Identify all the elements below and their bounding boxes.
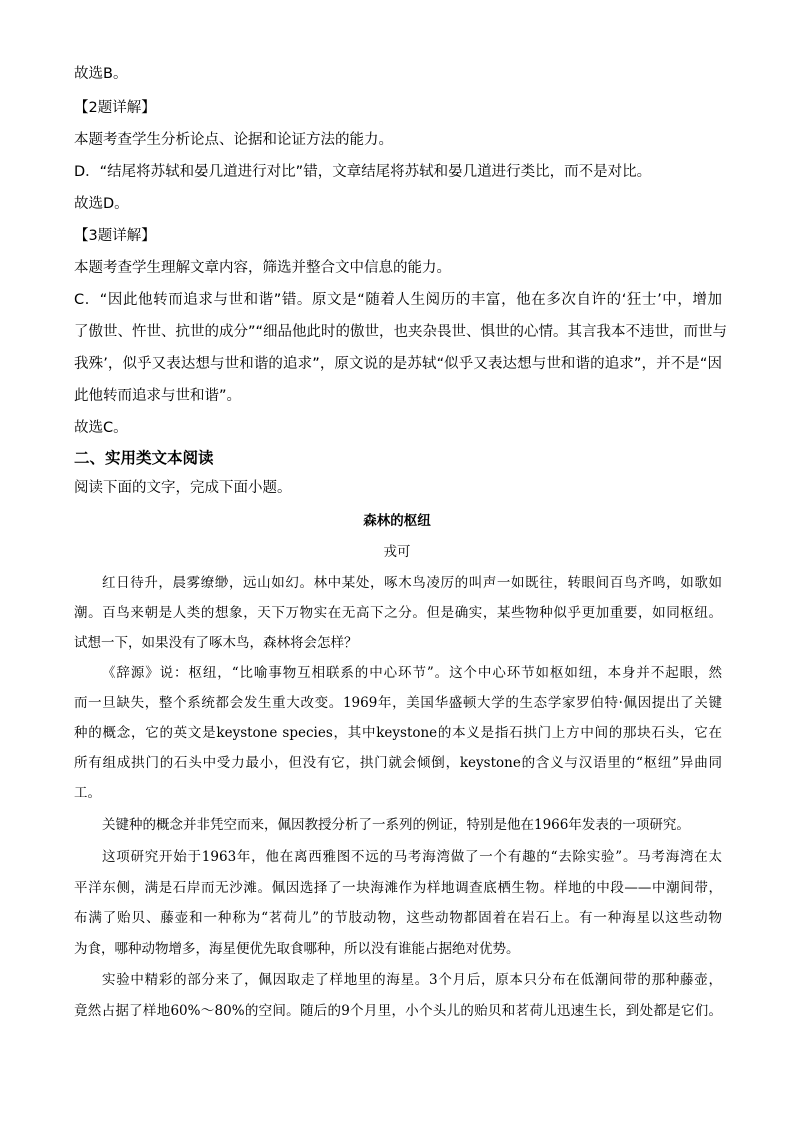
answer-line: 了傲世、忤世、抗世的成分”“细品他此时的傲世，也夹杂畏世、惧世的心情。其言我本不违世，而世与 (74, 324, 728, 340)
answer-line: C．“因此他转而追求与世和谐”错。原文是“随着人生阅历的丰富，他在多次自许的‘狂士’中，增加 (74, 292, 722, 308)
article-author: 戎可 (383, 544, 411, 560)
answer-line: 故选B。 (74, 66, 128, 82)
article-line: 实验中精彩的部分来了，佩因取走了样地里的海星。3个月后，原本只分布在低潮间带的那种藤壶， (102, 972, 722, 988)
article-line: 关键种的概念并非凭空而来，佩因教授分析了一系列的例证，特别是他在1966年发表的一项研究。 (102, 817, 690, 833)
article-line: 试想一下，如果没有了啄木鸟，森林将会怎样？ (74, 635, 358, 651)
article-line: 为食，哪种动物增多，海星便优先取食哪种，所以没有谁能占据绝对优势。 (74, 941, 520, 957)
section-marker: 【3题详解】 (74, 228, 156, 244)
article-line: 潮。百鸟来朝是人类的想象，天下万物实在无高下之分。但是确实，某些物种似乎更加重要，如同枢纽。 (74, 605, 722, 621)
answer-line: D．“结尾将苏轼和晏几道进行对比”错，文章结尾将苏轼和晏几道进行类比，而不是对比。 (74, 164, 652, 180)
article-line: 竟然占据了样地60%～80%的空间。随后的9个月里，小个头儿的贻贝和茗荷儿迅速生长，到处都是它们。 (74, 1003, 722, 1019)
article-line: 红日待升，晨雾缭缈，远山如幻。林中某处，啄木鸟凌厉的叫声一如既往，转眼间百鸟齐鸣，如歌如 (102, 575, 722, 591)
article-line: 《辞源》说：枢纽，“比喻事物互相联系的中心环节”。这个中心环节如枢如纽，本身并不起眼，然 (102, 665, 722, 681)
answer-line: 本题考查学生理解文章内容，筛选并整合文中信息的能力。 (74, 260, 451, 276)
answer-line: 我殊’，似乎又表达想与世和谐的追求”，原文说的是苏轼“似乎又表达想与世和谐的追求”，并不是“因 (74, 356, 722, 372)
article-title: 森林的枢纽 (363, 513, 431, 529)
answer-line: 故选D。 (74, 196, 129, 212)
answer-line: 此他转而追求与世和谐”。 (74, 388, 242, 404)
article-line: 所有组成拱门的石头中受力最小，但没有它，拱门就会倾倒，keystone的含义与汉语里的“枢纽”异曲同 (74, 755, 722, 771)
section-heading: 二、实用类文本阅读 (74, 449, 214, 467)
answer-line: 本题考查学生分析论点、论据和论证方法的能力。 (74, 132, 393, 148)
instruction: 阅读下面的文字，完成下面小题。 (74, 480, 292, 496)
section-marker: 【2题详解】 (74, 100, 156, 116)
article-line: 工。 (74, 785, 101, 801)
article-line: 而一旦缺失，整个系统都会发生重大改变。1969年，美国华盛顿大学的生态学家罗伯特·佩因提出了关键 (74, 695, 722, 711)
article-line: 平洋东侧，满是石岸而无沙滩。佩因选择了一块海滩作为样地调查底栖生物。样地的中段——中潮间带， (74, 880, 722, 896)
article-line: 种的概念，它的英文是keystone species，其中keystone的本义是指石拱门上方中间的那块石头，它在 (74, 725, 722, 741)
article-line: 这项研究开始于1963年，他在离西雅图不远的马考海湾做了一个有趣的“去除实验”。马考海湾在太 (102, 849, 722, 865)
article-line: 布满了贻贝、藤壶和一种称为“茗荷儿”的节肢动物，这些动物都固着在岩石上。有一种海星以这些动物 (74, 910, 722, 926)
answer-line: 故选C。 (74, 420, 128, 436)
